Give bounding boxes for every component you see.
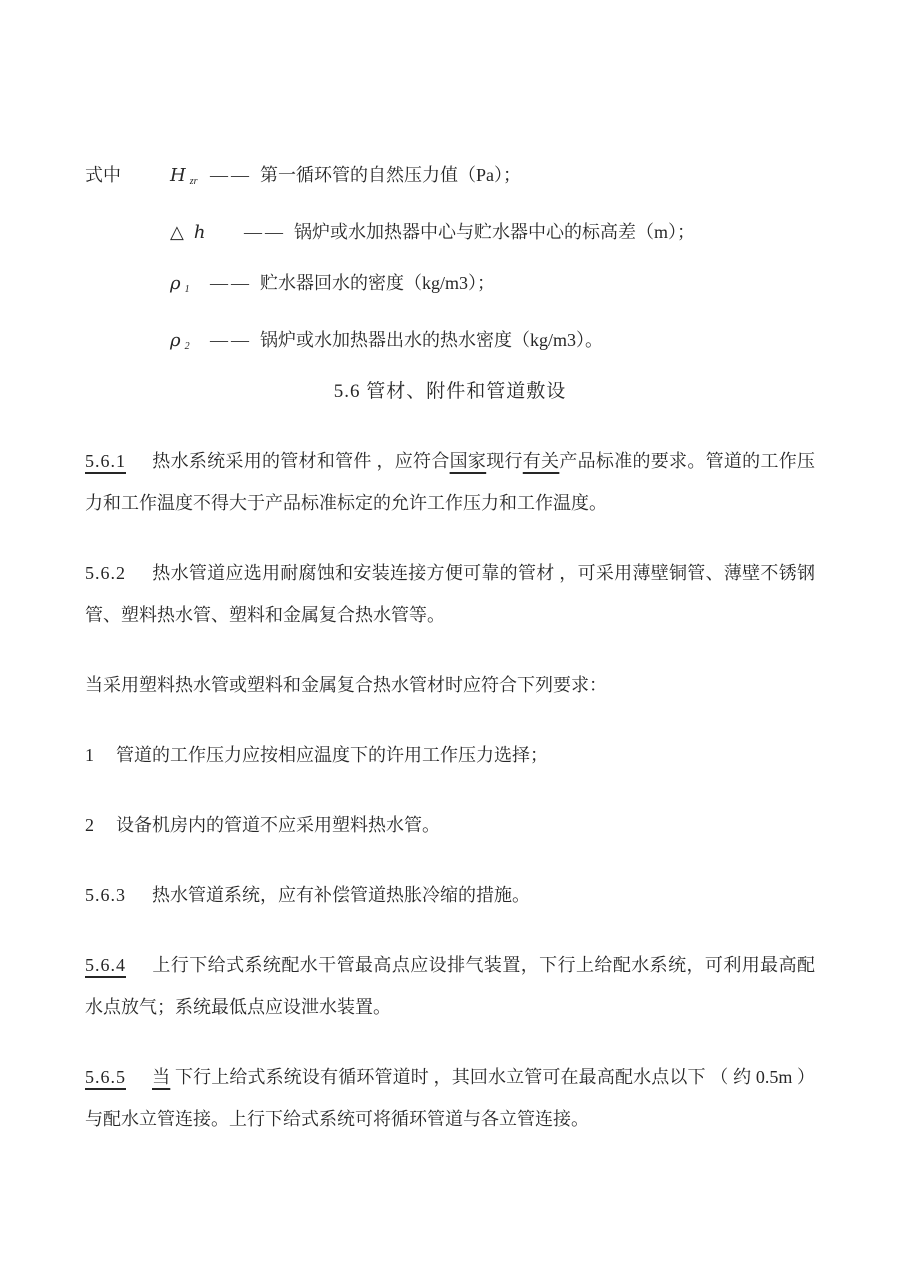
clause-text: 当采用塑料热水管或塑料和金属复合热水管材时应符合下列要求：	[85, 675, 607, 695]
clause-text: 热水系统采用的管材和管件 ，应符合	[152, 451, 450, 471]
clause-5-6-4	[85, 944, 815, 1028]
subscript-2: 2	[184, 341, 190, 352]
variable-h: H	[170, 165, 186, 186]
symbol-rho-1	[170, 258, 210, 315]
item-text: 管道的工作压力应按相应温度下的许用工作压力选择；	[116, 745, 548, 765]
clause-number: 5.6.3	[85, 885, 126, 905]
em-dash: ——	[210, 165, 252, 185]
clause-number: 5.6.4	[85, 955, 126, 975]
clause-number: 5.6.1	[85, 451, 126, 471]
definition-text: 贮水器回水的密度（kg/m3）；	[260, 273, 496, 293]
clause-text: 下行上给式系统设有循环管道时 ，其回水立管可在最高配水点以下 （ 约 0.5m ） 与配水立管连接。上行下给式系统可将循环管道与各立管连接。	[85, 1067, 816, 1129]
subscript-zr: zr	[189, 176, 198, 187]
definition-text: 第一循环管的自然压力值（Pa）；	[260, 165, 521, 185]
section-heading: 5.6 管材、附件和管道敷设	[333, 381, 567, 402]
clause-text: 现行	[486, 451, 523, 471]
underlined-term: 国家	[449, 451, 487, 471]
item-text: 设备机房内的管道不应采用塑料热水管。	[116, 815, 440, 835]
underlined-term: 有关	[522, 451, 560, 471]
variable-h-lower: h	[193, 222, 206, 243]
item-number: 1	[85, 745, 94, 765]
variable-rho: ρ	[170, 330, 181, 351]
clause-text: 上行下给式系统配水干管最高点应设排气装置，下行上给配水系统，可利用最高配水点放气；系统最低点应设泄水装置。	[85, 955, 815, 1017]
symbol-h-zr	[170, 150, 210, 207]
variable-rho: ρ	[170, 273, 181, 294]
em-dash: ——	[210, 273, 252, 293]
definition-text: 锅炉或水加热器中心与贮水器中心的标高差（m）；	[294, 222, 695, 242]
clause-text: 产品标准的要求。管道的工作压力和工作温度不得大于产品标准标定的允许工作压力和工作温度。	[85, 451, 816, 513]
clause-number: 5.6.5	[85, 1067, 126, 1087]
requirement-item-1	[85, 734, 815, 776]
triangle-delta-icon: △	[170, 222, 184, 242]
requirements-intro	[85, 664, 815, 706]
clause-5-6-5	[85, 1056, 815, 1140]
symbol-rho-2	[170, 315, 210, 372]
underlined-term: 当	[152, 1067, 171, 1087]
requirement-item-2	[85, 804, 815, 846]
formula-def-line-hzr	[85, 150, 815, 207]
clause-text: 热水管道应选用耐腐蚀和安装连接方便可靠的管材 ，可采用薄壁铜管、薄壁不锈钢管、塑料热水管、塑料和金属复合热水管等。	[85, 563, 815, 625]
em-dash: ——	[210, 330, 252, 350]
formula-def-line-rho2	[85, 315, 815, 372]
em-dash: ——	[244, 222, 286, 242]
clause-5-6-2	[85, 552, 815, 636]
formula-def-line-dh	[85, 207, 815, 258]
formula-def-line-rho1	[85, 258, 815, 315]
definition-text: 锅炉或水加热器出水的热水密度（kg/m3）。	[260, 330, 604, 350]
symbol-delta-h	[170, 207, 244, 258]
clause-number: 5.6.2	[85, 563, 126, 583]
clause-5-6-1	[85, 440, 815, 524]
subscript-1: 1	[184, 284, 190, 295]
clause-5-6-3	[85, 874, 815, 916]
formula-definitions-block	[85, 150, 815, 372]
clause-text: 热水管道系统，应有补偿管道热胀冷缩的措施。	[152, 885, 530, 905]
formula-where-label: 式中	[85, 165, 121, 185]
item-number: 2	[85, 815, 94, 835]
